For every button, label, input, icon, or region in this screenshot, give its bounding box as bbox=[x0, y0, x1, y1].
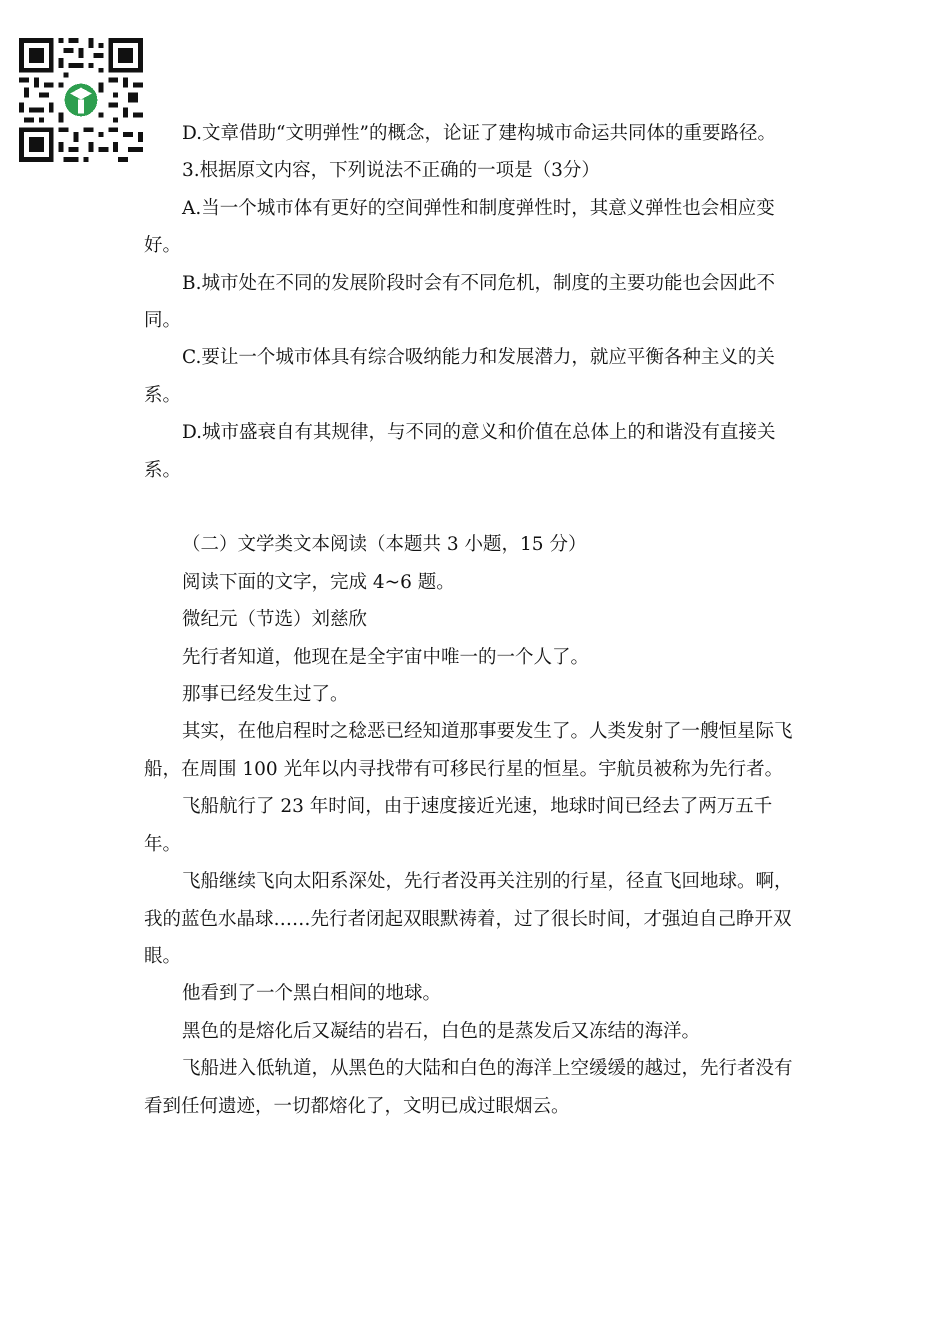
reading-instruction: 阅读下面的文字，完成 4~6 题。 bbox=[182, 571, 455, 593]
paragraph-option-d-q2: D.文章借助“文明弹性”的概念，论证了建构城市命运共同体的重要路径。 bbox=[182, 123, 776, 144]
story-paragraph: 飞船进入低轨道，从黑色的大陆和白色的海洋上空缓缓的越过，先行者没有看到任何遗迹，一切都熔化了，文明已成过眼烟云。 bbox=[144, 1058, 793, 1117]
story-paragraph: 其实，在他启程时之稔恶已经知道那事要发生了。人类发射了一艘恒星际飞船，在周围 100 光年以内寻找带有可移民行星的恒星。宇航员被称为先行者。 bbox=[144, 721, 793, 780]
story-paragraph: 先行者知道，他现在是全宇宙中唯一的一个人了。 bbox=[182, 646, 590, 668]
story-paragraph: 飞船航行了 23 年时间，由于速度接近光速，地球时间已经去了两万五千年。 bbox=[144, 796, 773, 855]
story-paragraph: 他看到了一个黑白相间的地球。 bbox=[182, 983, 442, 1005]
paragraph-question-3: 3.根据原文内容，下列说法不正确的一项是（3分） bbox=[182, 160, 600, 182]
qr-code-icon bbox=[18, 38, 144, 162]
section-spacer bbox=[144, 489, 804, 526]
paragraph-option-a: A.当一个城市体有更好的空间弹性和制度弹性时，其意义弹性也会相应变好。 bbox=[144, 197, 775, 257]
paragraph-option-c: C.要让一个城市体具有综合吸纳能力和发展潜力，就应平衡各种主义的关系。 bbox=[144, 347, 775, 406]
story-paragraph: 那事已经发生过了。 bbox=[182, 684, 349, 706]
article-title: 微纪元（节选）刘慈欣 bbox=[182, 609, 368, 631]
section-heading: （二）文学类文本阅读（本题共 3 小题，15 分） bbox=[182, 534, 587, 556]
paragraph-option-d: D.城市盛衰自有其规律，与不同的意义和价值在总体上的和谐没有直接关系。 bbox=[144, 422, 776, 481]
story-paragraph: 飞船继续飞向太阳系深处，先行者没再关注别的行星，径直飞回地球。啊，我的蓝色水晶球……先行者闭起双眼默祷着，过了很长时间，才强迫自己睁开双眼。 bbox=[144, 871, 793, 967]
document-body bbox=[144, 115, 804, 1125]
paragraph-option-b: B.城市处在不同的发展阶段时会有不同危机，制度的主要功能也会因此不同。 bbox=[144, 272, 775, 332]
story-paragraph: 黑色的是熔化后又凝结的岩石，白色的是蒸发后又冻结的海洋。 bbox=[182, 1020, 701, 1042]
